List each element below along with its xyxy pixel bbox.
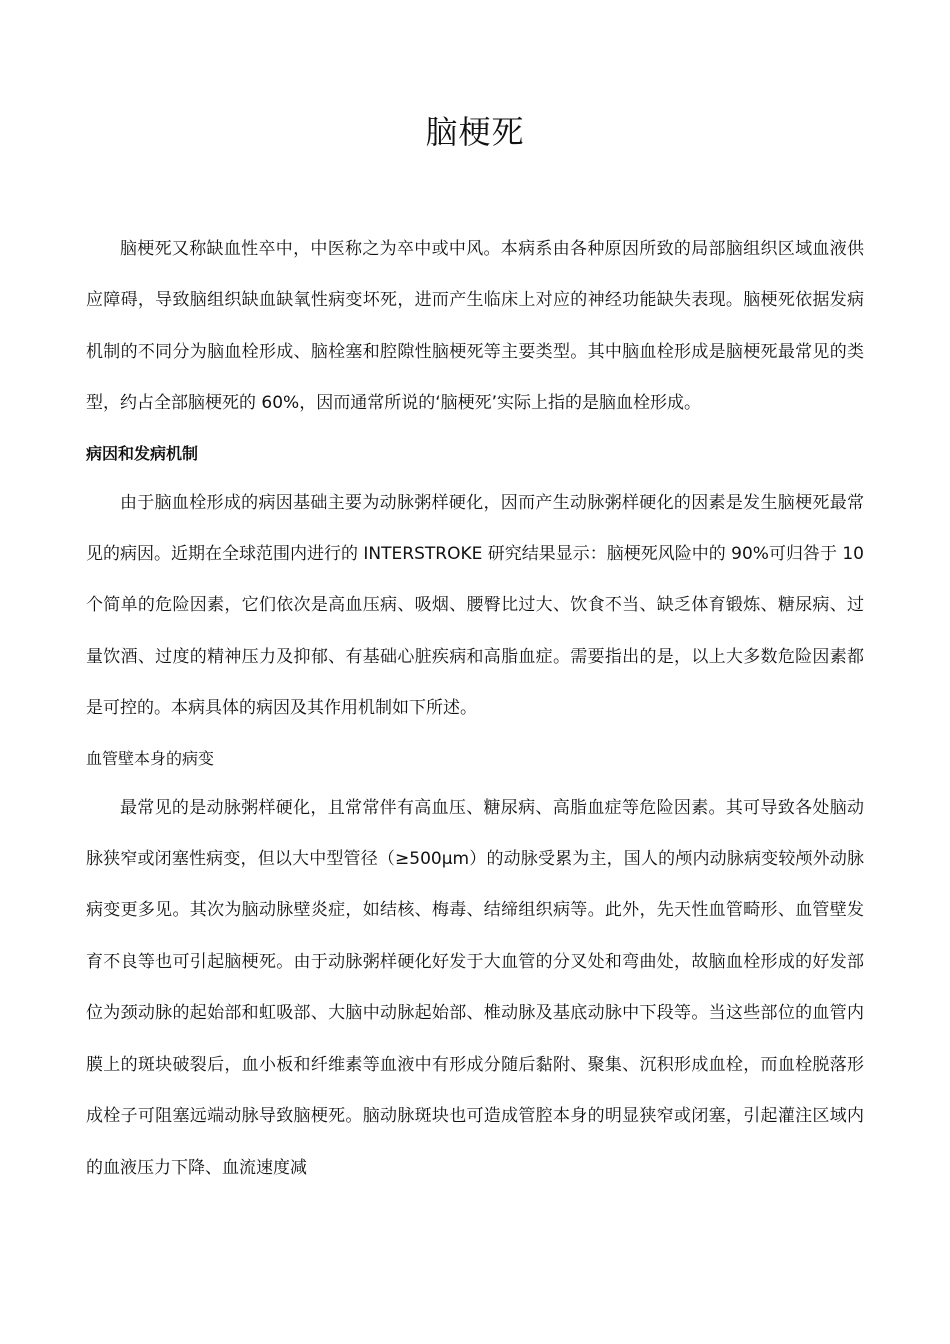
cause-paragraph: 由于脑血栓形成的病因基础主要为动脉粥样硬化，因而产生动脉粥样硬化的因素是发生脑梗死最常见的病因。近期在全球范围内进行的 INTERSTROKE 研究结果显示：脑梗死风险中的 90%可归咎于 10 个简单的危险因素，它们依次是高血压病、吸烟、腰臀比过大、饮食不当、缺乏体育锻炼、糖尿病、过量饮酒、过度的精神压力及抑郁、有基础心脏疾病和高脂血症。需要指出的是，以上大多数危险因素都是可控的。本病具体的病因及其作用机制如下所述。 bbox=[86, 492, 864, 719]
document-body bbox=[86, 224, 864, 1194]
subsection-heading-vessel: 血管壁本身的病变 bbox=[86, 748, 215, 768]
vessel-paragraph: 最常见的是动脉粥样硬化，且常常伴有高血压、糖尿病、高脂血症等危险因素。其可导致各处脑动脉狭窄或闭塞性病变，但以大中型管径（≥500μm）的动脉受累为主，国人的颅内动脉病变较颅外动脉病变更多见。其次为脑动脉壁炎症，如结核、梅毒、结缔组织病等。此外，先天性血管畸形、血管壁发育不良等也可引起脑梗死。由于动脉粥样硬化好发于大血管的分叉处和弯曲处，故脑血栓形成的好发部位为颈动脉的起始部和虹吸部、大脑中动脉起始部、椎动脉及基底动脉中下段等。当这些部位的血管内膜上的斑块破裂后，血小板和纤维素等血液中有形成分随后黏附、聚集、沉积形成血栓，而血栓脱落形成栓子可阻塞远端动脉导致脑梗死。脑动脉斑块也可造成管腔本身的明显狭窄或闭塞，引起灌注区域内的血液压力下降、血流速度减 bbox=[86, 797, 864, 1178]
section-heading-cause: 病因和发病机制 bbox=[86, 443, 199, 463]
document-title: 脑梗死 bbox=[425, 113, 525, 151]
intro-paragraph: 脑梗死又称缺血性卒中，中医称之为卒中或中风。本病系由各种原因所致的局部脑组织区域血液供应障碍，导致脑组织缺血缺氧性病变坏死，进而产生临床上对应的神经功能缺失表现。脑梗死依据发病机制的不同分为脑血栓形成、脑栓塞和腔隙性脑梗死等主要类型。其中脑血栓形成是脑梗死最常见的类型，约占全部脑梗死的 60%，因而通常所说的‘脑梗死’实际上指的是脑血栓形成。 bbox=[86, 239, 864, 414]
